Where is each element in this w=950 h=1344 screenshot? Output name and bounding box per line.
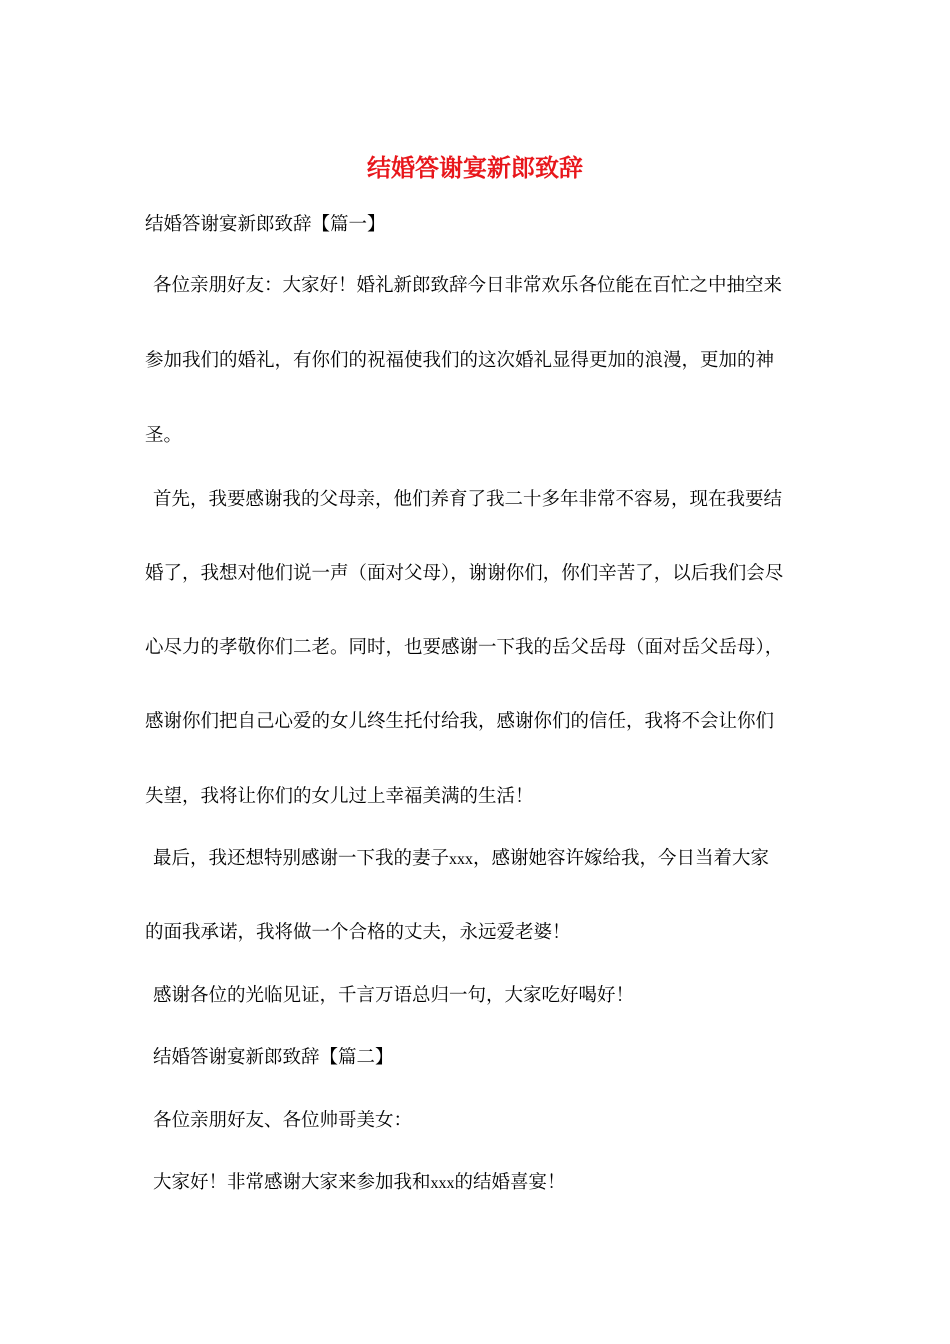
paragraph-line: 失望，我将让你们的女儿过上幸福美满的生活！ [145,786,534,807]
section-heading-2: 结婚答谢宴新郎致辞【篇二】 [153,1047,394,1068]
paragraph-line [153,1170,566,1197]
placeholder-name: xxx [449,851,474,868]
text-segment: 的结婚喜宴！ [454,1172,566,1193]
paragraph-line [153,846,769,873]
paragraph-line: 的面我承诺，我将做一个合格的丈夫，永远爱老婆！ [145,922,571,943]
paragraph-line: 各位亲朋好友：大家好！婚礼新郎致辞今日非常欢乐各位能在百忙之中抽空来 [153,275,783,296]
text-segment: ，感谢她容许嫁给我，今日当着大家 [473,848,770,869]
paragraph-line: 感谢你们把自己心爱的女儿终生托付给我，感谢你们的信任，我将不会让你们 [145,711,775,732]
placeholder-name: xxx [430,1175,455,1192]
paragraph-line: 心尽力的孝敬你们二老。同时，也要感谢一下我的岳父岳母（面对岳父岳母）， [145,637,784,658]
text-segment: 大家好！非常感谢大家来参加我和 [153,1172,431,1193]
document-title: 结婚答谢宴新郎致辞 [367,153,583,182]
section-heading-1: 结婚答谢宴新郎致辞【篇一】 [145,214,386,235]
paragraph-line: 首先，我要感谢我的父母亲，他们养育了我二十多年非常不容易，现在我要结 [153,489,783,510]
paragraph-line: 婚了，我想对他们说一声（面对父母），谢谢你们，你们辛苦了，以后我们会尽 [145,563,784,584]
paragraph-line: 圣。 [145,425,183,446]
text-segment: 最后，我还想特别感谢一下我的妻子 [153,848,450,869]
paragraph-line: 感谢各位的光临见证，千言万语总归一句，大家吃好喝好！ [153,985,635,1006]
paragraph-line: 各位亲朋好友、各位帅哥美女： [153,1110,413,1131]
paragraph-line: 参加我们的婚礼，有你们的祝福使我们的这次婚礼显得更加的浪漫，更加的神 [145,350,775,371]
